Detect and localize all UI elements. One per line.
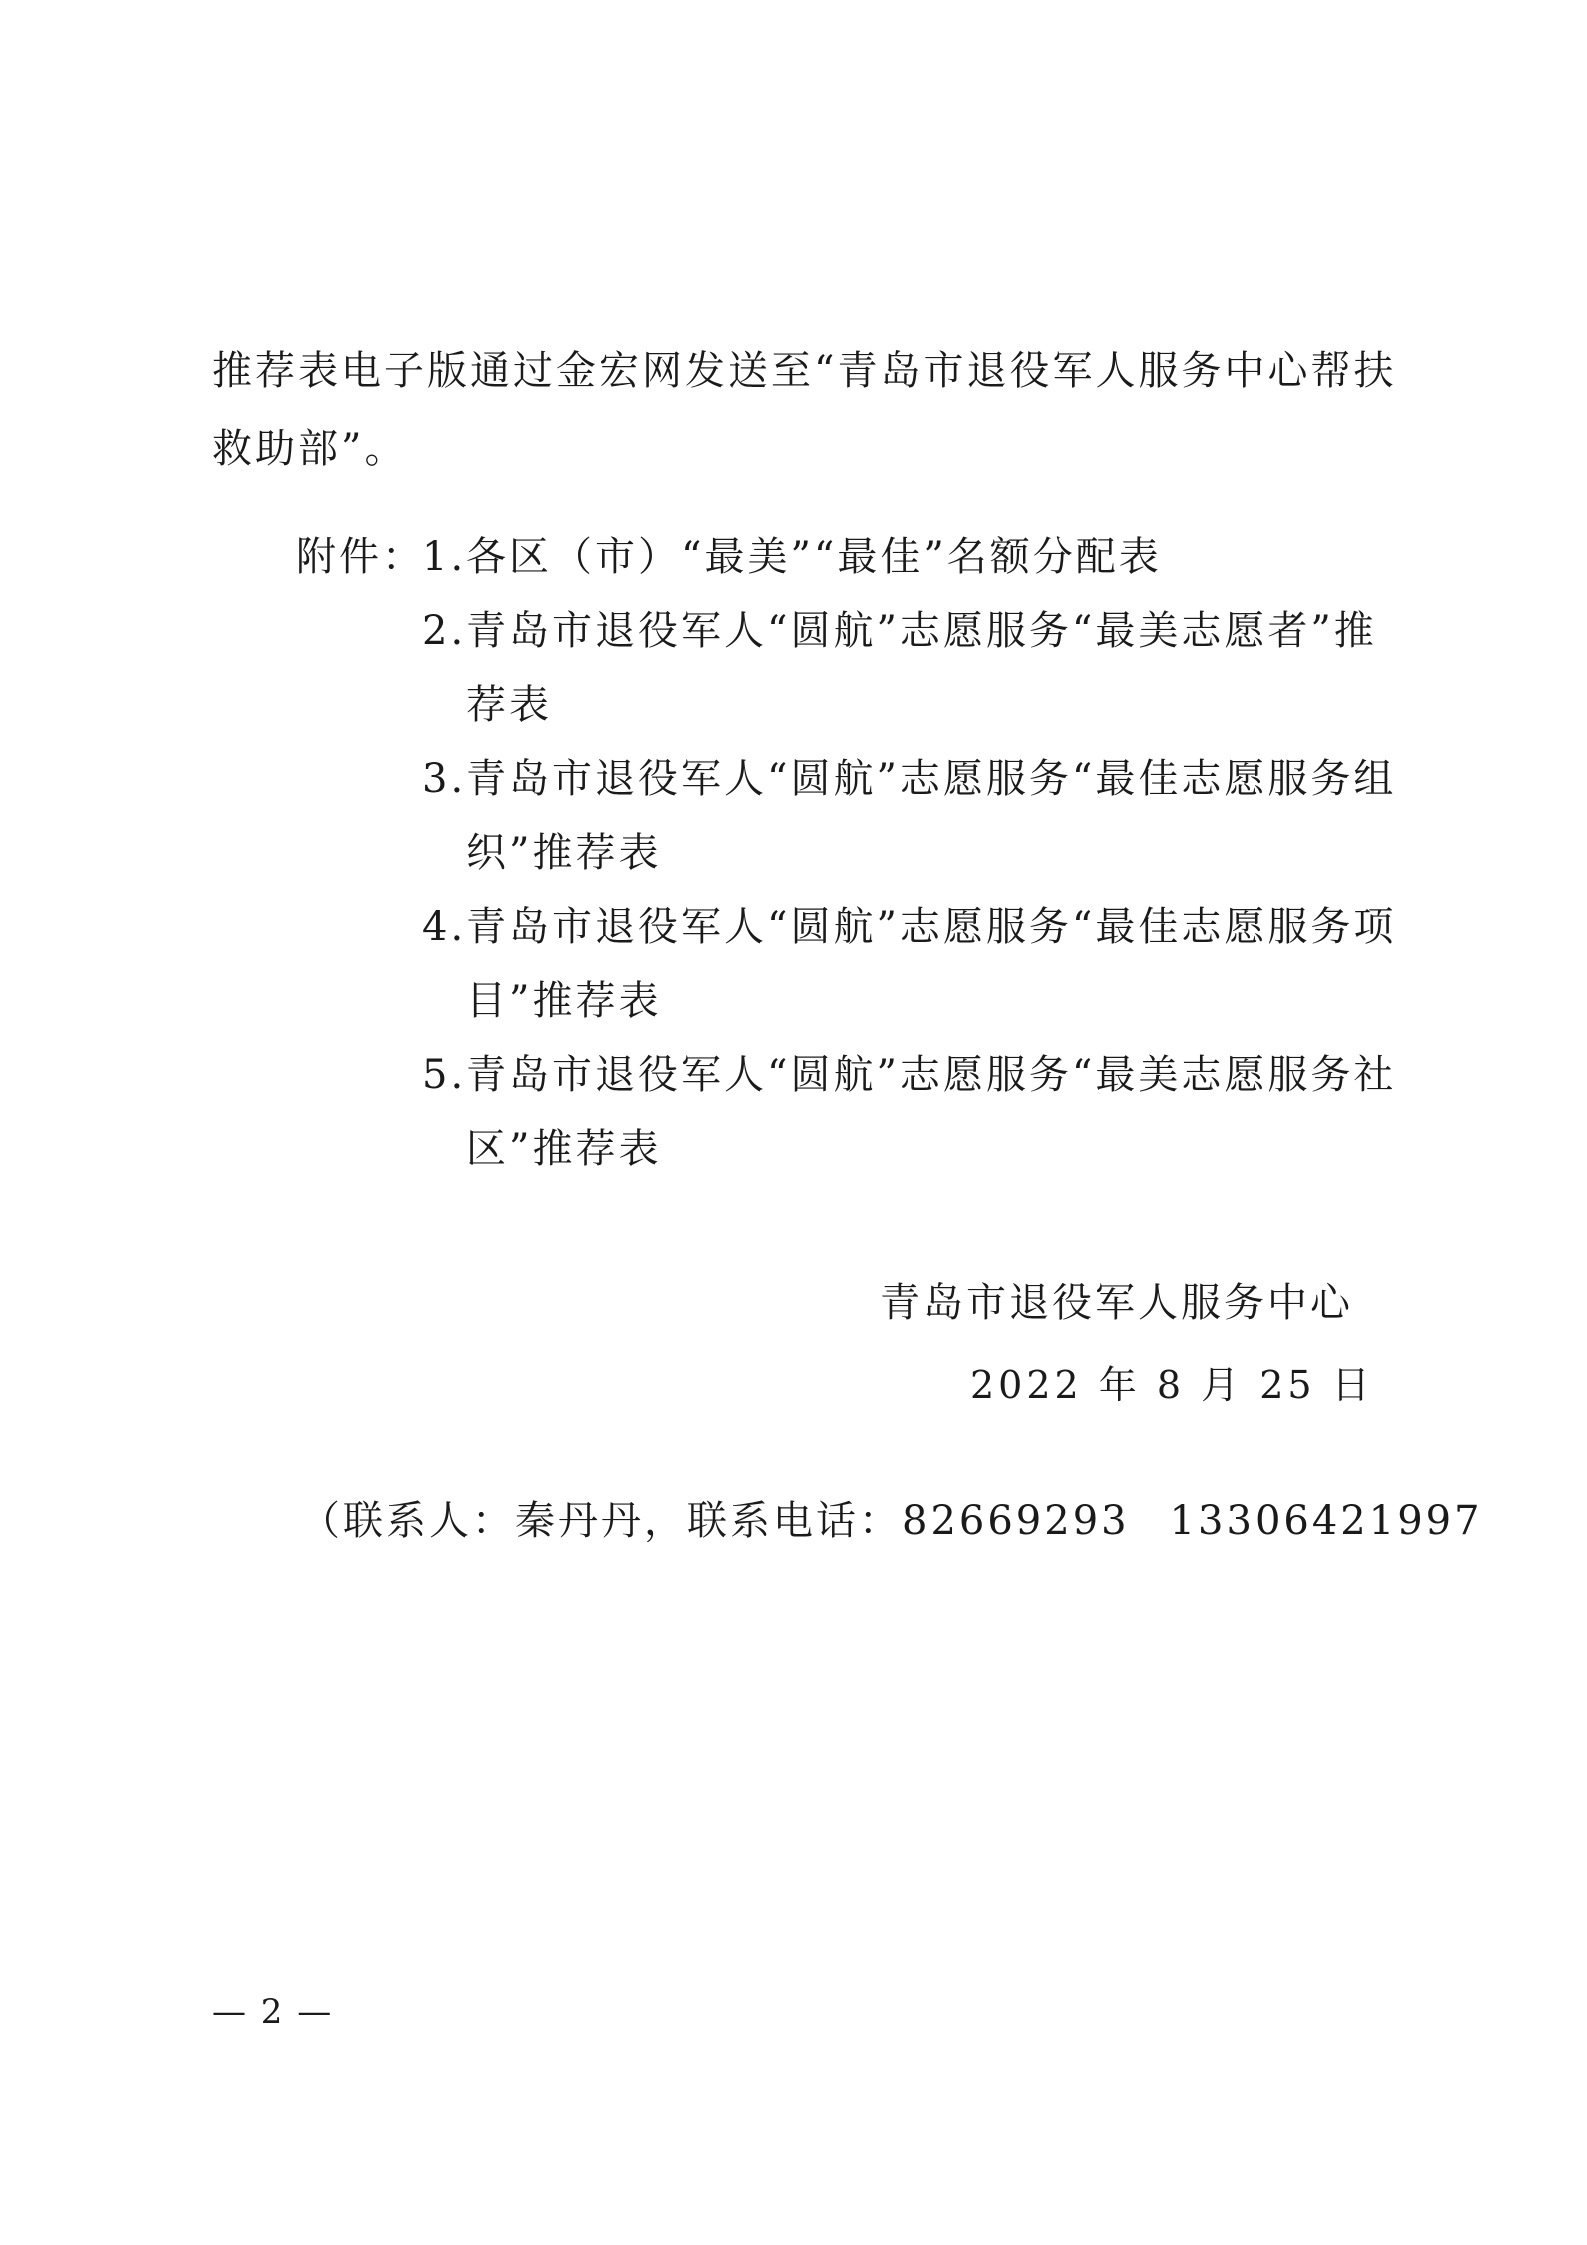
contact-line <box>300 1486 1483 1556</box>
attachment-item <box>296 890 1406 1038</box>
attachment-title: 青岛市退役军人“圆航”志愿服务“最佳志愿服务组织”推荐表 <box>466 756 1397 876</box>
attachment-number: 5. <box>422 1052 467 1098</box>
attachments-list <box>296 520 1406 1186</box>
attachment-item <box>296 1038 1406 1186</box>
issuing-organization: 青岛市退役军人服务中心 <box>880 1280 1353 1326</box>
attachments-label: 附件： <box>296 534 425 580</box>
attachment-item <box>296 520 1406 594</box>
issue-date: 2022 年 8 月 25 日 <box>970 1363 1374 1407</box>
contact-phone-1: 82669293 <box>902 1498 1130 1544</box>
contact-prefix: （联系人：秦丹丹，联系电话： <box>300 1498 902 1544</box>
attachment-title: 青岛市退役军人“圆航”志愿服务“最美志愿服务社区”推荐表 <box>466 1052 1397 1172</box>
contact-phone-2: 13306421997 <box>1169 1498 1483 1544</box>
signature-block <box>880 1262 1374 1426</box>
attachment-item <box>296 594 1406 742</box>
attachment-number: 4. <box>422 904 467 950</box>
attachment-title: 青岛市退役军人“圆航”志愿服务“最美志愿者”推荐表 <box>466 608 1377 728</box>
attachment-item <box>296 742 1406 890</box>
attachment-title: 青岛市退役军人“圆航”志愿服务“最佳志愿服务项目”推荐表 <box>466 904 1397 1024</box>
attachment-number: 2. <box>422 608 467 654</box>
attachment-title: 各区（市）“最美”“最佳”名额分配表 <box>466 534 1162 580</box>
attachment-number: 3. <box>422 756 467 802</box>
body-paragraph: 推荐表电子版通过金宏网发送至“青岛市退役军人服务中心帮扶救助部”。 <box>212 348 1397 472</box>
page-number: — 2 — <box>212 1992 334 2032</box>
attachment-number: 1. <box>422 534 467 580</box>
